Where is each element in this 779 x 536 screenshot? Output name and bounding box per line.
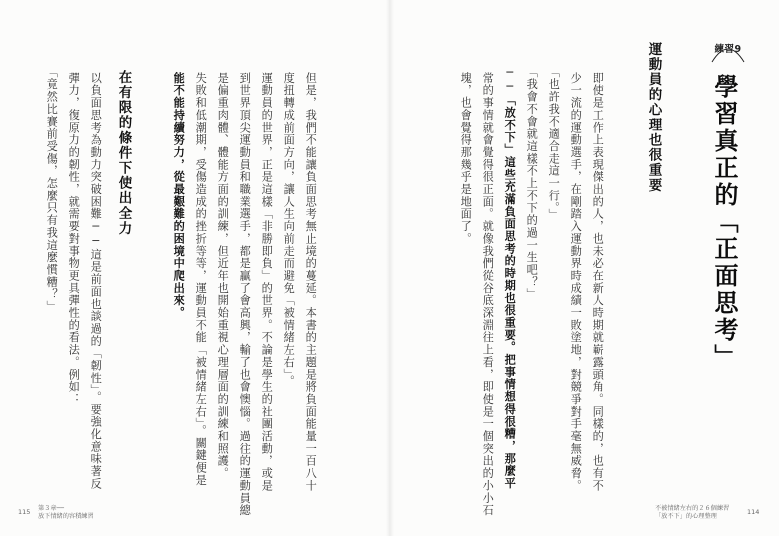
left-footer-chapter: 第３章── xyxy=(38,505,65,512)
right-text-col-2: 少一流的運動選手，在剛踏入運動界時成績一敗塗地，對競爭對手毫無威脅。 xyxy=(569,72,583,492)
right-text-col-7: 塊，也會覺得那幾乎是地面了。 xyxy=(459,72,473,245)
left-footer-subtitle: 放下情緒的容積練習 xyxy=(38,513,94,520)
right-text-col-6: 常的事情就會覺得很正面。就像我們從谷底深淵往上看，即使是一個突出的小小石 xyxy=(481,72,495,517)
chapter-title: 學習真正的「正面思考」 xyxy=(710,74,738,371)
exercise-number: 練習9 xyxy=(714,44,742,55)
left-text-col-2: 度扭轉成前面方向，讓人生向前走而避免「被情緒左右」。 xyxy=(282,72,296,388)
left-text-col-4: 到世界頂尖運動員和職業選手，都是贏了會高興，輸了也會懊惱。過往的運動員總 xyxy=(238,72,252,517)
left-text-col-7: 能不能持續努力，從最艱難的困境中爬出來。 xyxy=(172,72,186,319)
left-page-number: 115 xyxy=(18,508,31,516)
left-text-col-5: 是偏重肉體、體能方面的訓練，但近年也開始重視心理層面的訓練和照護。 xyxy=(216,72,230,480)
left-text-col-1: 但是，我們不能讓負面思考無止境的蔓延。本書的主題是將負面能量一百八十 xyxy=(304,72,318,492)
left-text-col-8: 以負面思考為動力突破困難──這是前面也談過的「韌性」。要強化意味著反 xyxy=(89,72,103,490)
section-heading-limited-conditions: 在有限的條件下使出全力 xyxy=(115,70,132,237)
right-text-col-5: ──「放不下」這些充滿負面思考的時期也很重要。把事情想得很糟，那麼平 xyxy=(503,66,517,490)
section-heading-athlete-mind: 運動員的心理也很重要 xyxy=(645,42,662,193)
left-text-col-9: 彈力，復原力的韌性，就需要對事物更具彈性的看法。例如： xyxy=(67,72,81,406)
right-text-col-1: 即使是工作上表現傑出的人，也未必在新人時期就嶄露頭角。同樣的，也有不 xyxy=(591,72,605,492)
left-text-col-3: 運動員的世界，正是這樣「非勝即負」的世界。不論是學生的社團活動，或是 xyxy=(260,72,274,492)
book-gutter xyxy=(386,0,394,536)
right-page-number: 114 xyxy=(747,508,760,516)
left-text-col-10: 「竟然比賽前受傷，怎麼只有我這麼慣糟？」 xyxy=(45,66,59,313)
exercise-badge xyxy=(709,32,747,64)
right-footer-subtitle: 「放不下」的心理整理 xyxy=(655,513,717,520)
left-text-col-6: 失敗和低潮期，受傷造成的挫折等等，運動員不能「被情緒左右」。關鍵便是 xyxy=(194,72,208,487)
right-text-col-3: 「也許我不適合走這一行。」 xyxy=(547,66,561,221)
right-footer-title: 不被情緒左右的２６個練習 xyxy=(655,505,730,512)
right-text-col-4: 「我會不會就這樣不上不下的過一生吧？」 xyxy=(525,66,539,301)
